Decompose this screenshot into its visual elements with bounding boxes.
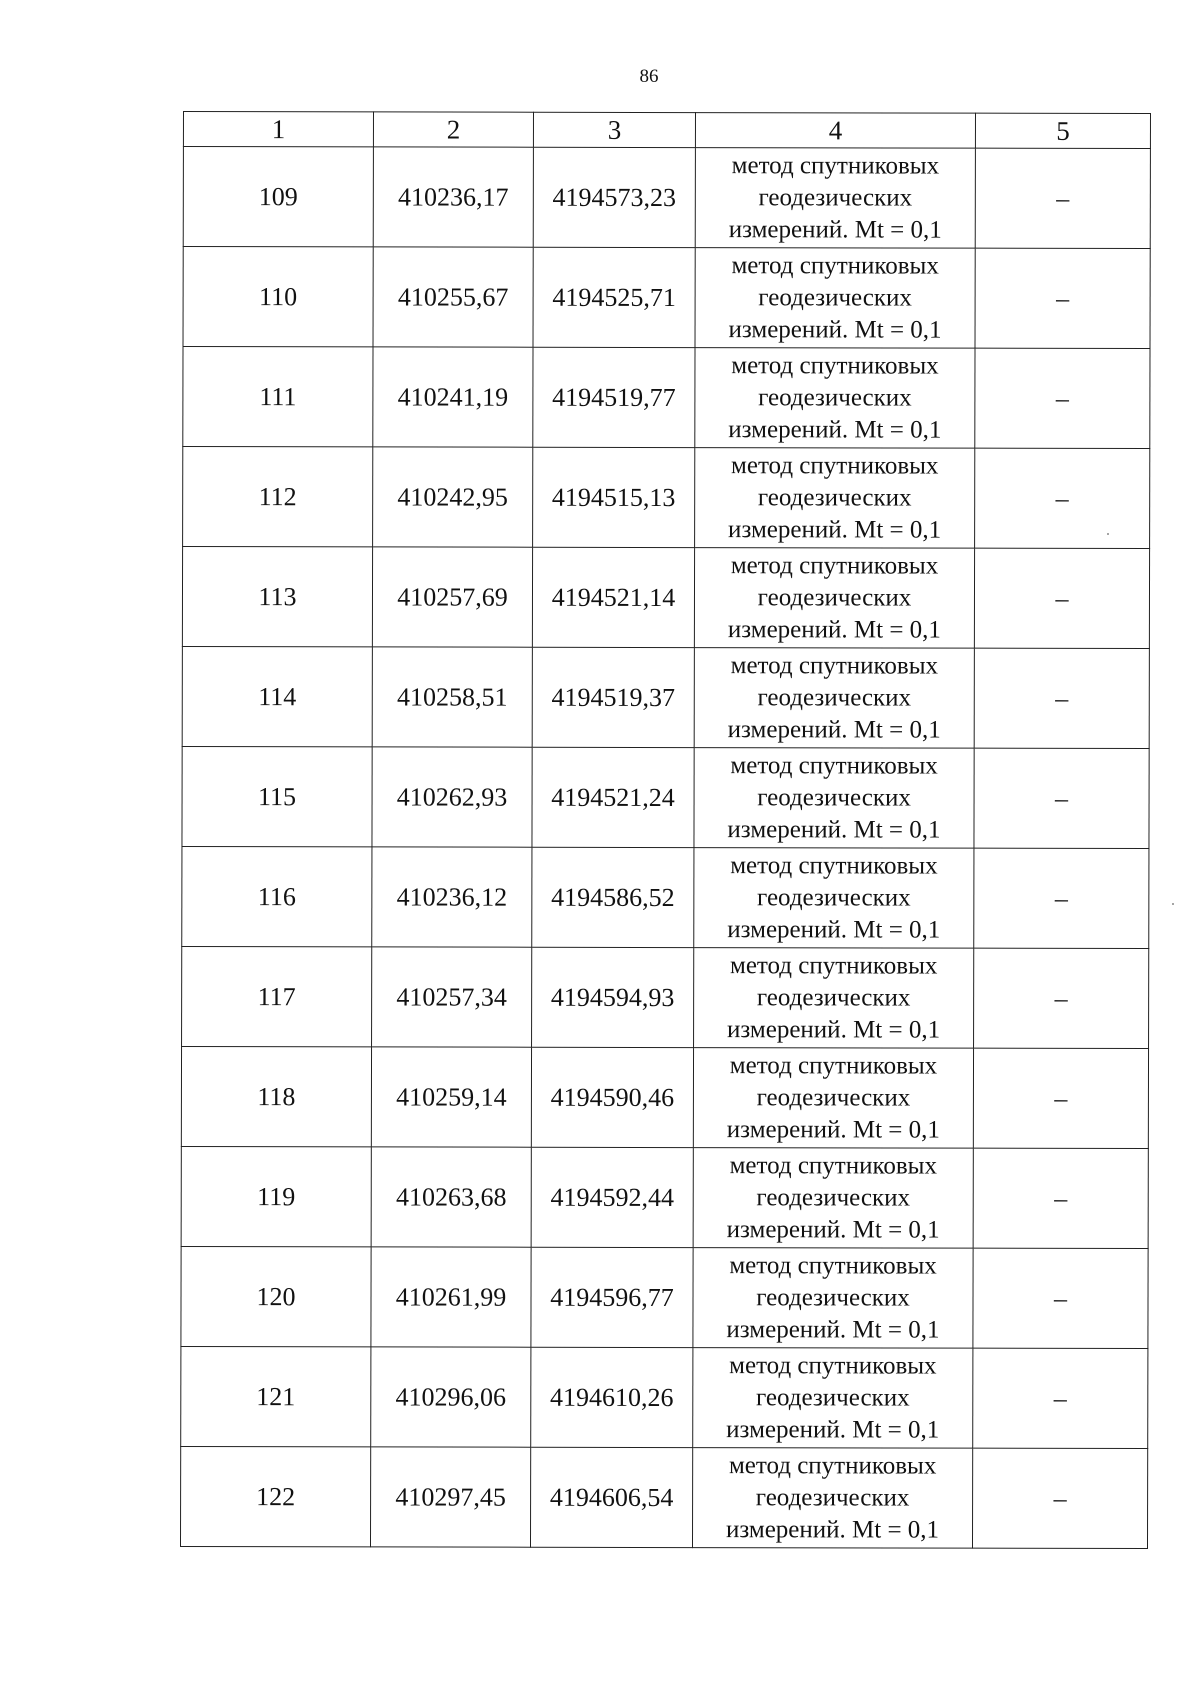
table-row [183, 247, 1150, 349]
y-coordinate-cell: 4194573,23 [533, 147, 695, 247]
point-number-cell: 111 [183, 347, 373, 447]
column-header: 2 [373, 112, 533, 147]
y-coordinate-cell: 4194610,26 [531, 1347, 693, 1447]
column-header: 4 [695, 113, 975, 149]
x-coordinate-cell: 410257,34 [372, 947, 532, 1047]
y-coordinate-cell: 4194592,44 [531, 1147, 693, 1247]
x-coordinate-cell: 410261,99 [371, 1247, 531, 1347]
point-number-cell: 118 [181, 1046, 371, 1146]
note-cell: – [974, 648, 1149, 748]
method-cell: метод спутниковых геодезических измерений. Mt = 0,1 [693, 1148, 973, 1249]
point-number-cell: 122 [180, 1446, 370, 1546]
note-cell: – [972, 1448, 1147, 1548]
y-coordinate-cell: 4194521,14 [532, 547, 694, 647]
x-coordinate-cell: 410259,14 [371, 1047, 531, 1147]
method-cell: метод спутниковых геодезических измерений. Mt = 0,1 [693, 1348, 973, 1449]
table-row [182, 846, 1149, 948]
method-cell: метод спутниковых геодезических измерений. Mt = 0,1 [694, 948, 974, 1049]
note-cell: – [974, 848, 1149, 948]
table-row [181, 1046, 1148, 1148]
point-number-cell: 109 [183, 147, 373, 247]
method-cell: метод спутниковых геодезических измерений. Mt = 0,1 [694, 648, 974, 749]
y-coordinate-cell: 4194525,71 [533, 247, 695, 347]
note-cell: – [973, 1348, 1148, 1448]
point-number-cell: 113 [182, 547, 372, 647]
note-cell: – [974, 548, 1149, 648]
method-cell: метод спутниковых геодезических измерений. Mt = 0,1 [694, 748, 974, 849]
table-row [182, 746, 1149, 848]
y-coordinate-cell: 4194586,52 [532, 847, 694, 947]
point-number-cell: 110 [183, 247, 373, 347]
x-coordinate-cell: 410241,19 [373, 347, 533, 447]
coordinates-table [180, 111, 1151, 1549]
table-row [182, 547, 1149, 649]
point-number-cell: 117 [182, 946, 372, 1046]
x-coordinate-cell: 410236,17 [373, 147, 533, 247]
note-cell: – [975, 348, 1150, 448]
y-coordinate-cell: 4194519,37 [532, 647, 694, 747]
table-row [182, 646, 1149, 748]
y-coordinate-cell: 4194606,54 [530, 1447, 692, 1547]
table-header-row [183, 112, 1150, 149]
method-cell: метод спутниковых геодезических измерений. Mt = 0,1 [692, 1448, 972, 1549]
y-coordinate-cell: 4194594,93 [532, 947, 694, 1047]
method-cell: метод спутниковых геодезических измерений. Mt = 0,1 [695, 148, 975, 249]
note-cell: – [975, 248, 1150, 348]
table-row [183, 447, 1150, 549]
table-row [180, 1446, 1147, 1548]
x-coordinate-cell: 410296,06 [371, 1347, 531, 1447]
table-row [181, 1346, 1148, 1448]
table-row [183, 347, 1150, 449]
table-row [182, 946, 1149, 1048]
point-number-cell: 116 [182, 846, 372, 946]
note-cell: – [973, 1048, 1148, 1148]
x-coordinate-cell: 410262,93 [372, 747, 532, 847]
y-coordinate-cell: 4194596,77 [531, 1247, 693, 1347]
method-cell: метод спутниковых геодезических измерений. Mt = 0,1 [693, 1048, 973, 1149]
note-cell: – [974, 748, 1149, 848]
method-cell: метод спутниковых геодезических измерений. Mt = 0,1 [695, 448, 975, 549]
x-coordinate-cell: 410297,45 [370, 1447, 530, 1547]
y-coordinate-cell: 4194590,46 [531, 1047, 693, 1147]
y-coordinate-cell: 4194521,24 [532, 747, 694, 847]
scan-speck [1107, 533, 1109, 535]
note-cell: – [973, 1248, 1148, 1348]
point-number-cell: 119 [181, 1146, 371, 1246]
page-number: 86 [639, 66, 659, 87]
x-coordinate-cell: 410258,51 [372, 647, 532, 747]
note-cell: – [974, 948, 1149, 1048]
column-header: 3 [533, 112, 695, 147]
x-coordinate-cell: 410257,69 [372, 547, 532, 647]
method-cell: метод спутниковых геодезических измерений. Mt = 0,1 [695, 248, 975, 349]
column-header: 1 [183, 112, 373, 147]
method-cell: метод спутниковых геодезических измерений. Mt = 0,1 [694, 548, 974, 649]
scan-speck [1172, 903, 1174, 905]
table-row [181, 1246, 1148, 1348]
note-cell: – [973, 1148, 1148, 1248]
x-coordinate-cell: 410263,68 [371, 1147, 531, 1247]
method-cell: метод спутниковых геодезических измерений. Mt = 0,1 [694, 848, 974, 949]
y-coordinate-cell: 4194515,13 [533, 447, 695, 547]
point-number-cell: 120 [181, 1246, 371, 1346]
table-row [181, 1146, 1148, 1248]
method-cell: метод спутниковых геодезических измерений. Mt = 0,1 [693, 1248, 973, 1349]
table-row [183, 147, 1150, 249]
note-cell: – [975, 448, 1150, 548]
x-coordinate-cell: 410255,67 [373, 247, 533, 347]
method-cell: метод спутниковых геодезических измерений. Mt = 0,1 [695, 348, 975, 449]
point-number-cell: 114 [182, 646, 372, 746]
note-cell: – [975, 148, 1150, 248]
y-coordinate-cell: 4194519,77 [533, 347, 695, 447]
point-number-cell: 115 [182, 746, 372, 846]
column-header: 5 [975, 113, 1150, 148]
x-coordinate-cell: 410236,12 [372, 847, 532, 947]
x-coordinate-cell: 410242,95 [373, 447, 533, 547]
point-number-cell: 121 [181, 1346, 371, 1446]
point-number-cell: 112 [183, 447, 373, 547]
table-body [180, 147, 1150, 1549]
